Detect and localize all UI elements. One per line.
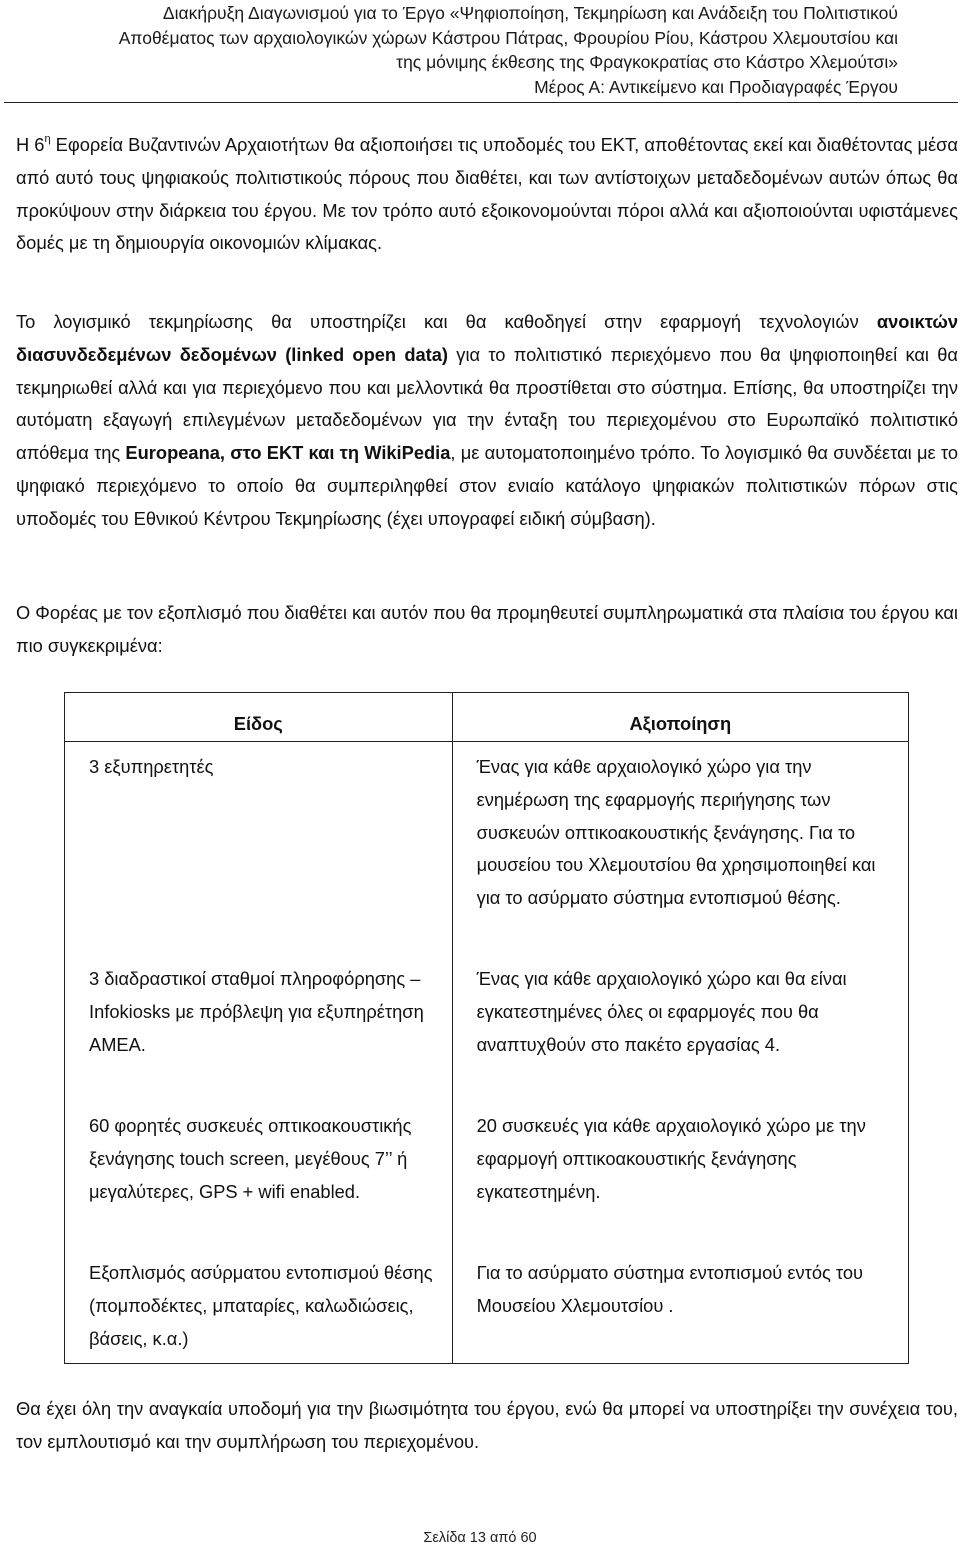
p2-europeana: Europeana, στο ΕΚΤ και τη WikiPedia	[125, 442, 451, 464]
table-header-kind: Είδος	[65, 693, 453, 742]
p2-linked-open-data: ανοικτών διασυνδεδεμένων δεδομένων (linked open data)	[16, 311, 958, 365]
p1-start: Η 6	[16, 134, 45, 155]
table-row	[65, 956, 909, 1103]
header-line-2: Αποθέματος των αρχαιολογικών χώρων Κάστρου Πάτρας, Φρουρίου Ρίου, Κάστρου Χλεμουτσίου και	[118, 27, 898, 48]
table-row	[65, 1250, 909, 1364]
table-row	[65, 742, 909, 957]
table-cell-kind: 3 εξυπηρετητές	[65, 742, 453, 957]
header-line-3: της μόνιμης έκθεσης της Φραγκοκρατίας στο Κάστρο Χλεμούτσι»	[396, 52, 898, 72]
table-cell-use: Για το ασύρματο σύστημα εντοπισμού εντός του Μουσείου Χλεμουτσίου .	[452, 1250, 908, 1364]
header-line-1: Διακήρυξη Διαγωνισμού για το Έργο «Ψηφιοποίηση, Τεκμηρίωση και Ανάδειξη του Πολιτιστικού	[162, 3, 898, 23]
table-cell-use: 20 συσκευές για κάθε αρχαιολογικό χώρο με την εφαρμογή οπτικοακουστικής ξενάγησης εγκατεστημένη.	[452, 1103, 908, 1250]
table-cell-kind: 3 διαδραστικοί σταθμοί πληροφόρησης – Infokiosks με πρόβλεψη για εξυπηρέτηση ΑΜΕΑ.	[65, 956, 453, 1103]
table-cell-use: Ένας για κάθε αρχαιολογικό χώρο και θα είναι εγκατεστημένες όλες οι εφαρμογές που θα αναπτυχθούν στο πακέτο εργασίας 4.	[452, 956, 908, 1103]
table-cell-kind: Εξοπλισμός ασύρματου εντοπισμού θέσης (πομποδέκτες, μπαταρίες, καλωδιώσεις, βάσεις, κ.α.)	[65, 1250, 453, 1364]
header-line-4: Μέρος Α: Αντικείμενο και Προδιαγραφές Έργου	[534, 76, 898, 97]
equipment-table	[64, 692, 909, 1364]
table-row	[65, 1103, 909, 1250]
p1-superscript: η	[44, 132, 51, 145]
header-divider	[4, 102, 958, 103]
p2-part-e: , με αυτοματοποιημένο τρόπο. Το λογισμικό θα συνδέεται με το ψηφιακό περιεχόμενο το οποίο θα συμπεριληφθεί στον ενιαίο κατάλογο ψηφιακών πολιτιστικών πόρων στις υποδομές του Εθνικού Κέντρου Τεκμηρίωσης (έχει υπογραφεί ειδική σύμβαση).	[16, 442, 958, 529]
page-number: Σελίδα 13 από 60	[423, 1530, 537, 1546]
paragraph-sustainability: Θα έχει όλη την αναγκαία υποδομή για την βιωσιμότητα του έργου, ενώ θα μπορεί να υποστηρίξει την συνέχεια του, τον εμπλουτισμό και την συμπλήρωση του περιεχομένου.	[16, 1398, 958, 1452]
paragraph-equipment-intro: Ο Φορέας με τον εξοπλισμό που διαθέτει και αυτόν που θα προμηθευτεί συμπληρωματικά στα πλαίσια του έργου και πιο συγκεκριμένα:	[16, 602, 958, 656]
p1-rest: Εφορεία Βυζαντινών Αρχαιοτήτων θα αξιοποιήσει τις υποδομές του ΕΚΤ, αποθέτοντας εκεί και διαθέτοντας μέσα από αυτό τους ψηφιακούς πολιτιστικούς πόρους που διαθέτει, και των αντίστοιχων μεταδεδομένων αυτών όπως θα προκύψουν στην διάρκεια του έργου. Με τον τρόπο αυτό εξοικονομούνται πόροι αλλά και αξιοποιούνται υφιστάμενες δομές με τη δημιουργία οικονομιών κλίμακας.	[16, 134, 959, 254]
paragraph-ekt-infrastructure	[16, 129, 958, 260]
paragraph-documentation-software	[16, 306, 958, 536]
p2-part-c: για το πολιτιστικό περιεχόμενο που θα ψηφιοποιηθεί και θα τεκμηριωθεί αλλά και για περιεχόμενο που και μελλοντικά θα προστίθεται στο σύστημα. Επίσης, θα υποστηρίζει την αυτόματη εξαγωγή επιλεγμένων μεταδεδομένων για την ένταξη του περιεχομένου στο Ευρωπαϊκό πολιτιστικό απόθεμα της	[16, 343, 958, 464]
table-cell-use: Ένας για κάθε αρχαιολογικό χώρο για την ενημέρωση της εφαρμογής περιήγησης των συσκευών οπτικοακουστικής ξενάγησης. Για το μουσείου του Χλεμουτσίου θα χρησιμοποιηθεί και για το ασύρματο σύστημα εντοπισμού θέσης.	[452, 742, 908, 957]
table-header-use: Αξιοποίηση	[452, 693, 908, 742]
page-header	[0, 1, 898, 99]
table-cell-kind: 60 φορητές συσκευές οπτικοακουστικής ξενάγησης touch screen, μεγέθους 7’’ ή μεγαλύτερες, GPS + wifi enabled.	[65, 1103, 453, 1250]
table-header-row	[65, 693, 909, 742]
p2-part-a: Το λογισμικό τεκμηρίωσης θα υποστηρίζει και θα καθοδηγεί στην εφαρμογή τεχνολογιών	[16, 311, 877, 332]
